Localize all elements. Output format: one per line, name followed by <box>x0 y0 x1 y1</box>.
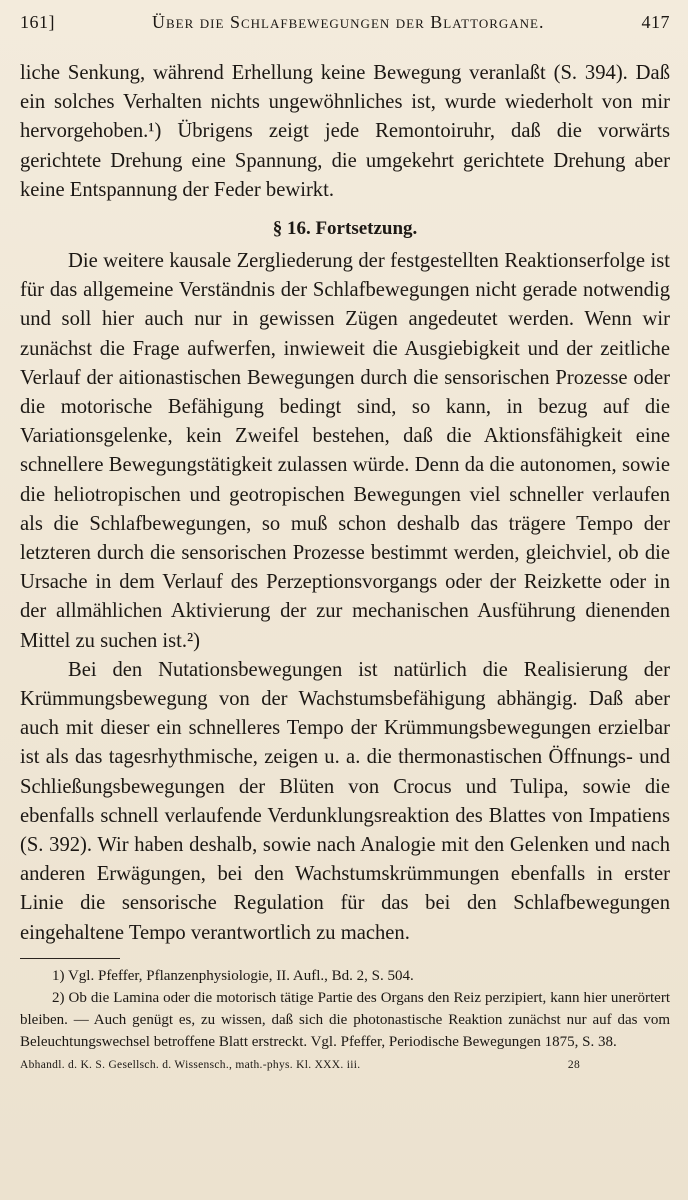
printer-signature-line <box>20 1059 670 1071</box>
paragraph-1: liche Senkung, während Erhellung keine Bewegung veranlaßt (S. 394). Daß ein solches Verhalten nichts ungewöhnliches ist, wurde wiederholt von mir hervorgehoben.¹) Übrigens zeigt jede Remontoiruhr, daß die vorwärts gerichtete Drehung eine Spannung, die umgekehrt gerichtete Drehung aber keine Entspannung der Feder bewirkt. <box>20 62 670 201</box>
section-heading: § 16. Fortsetzung. <box>272 218 418 240</box>
header-section-marker: 161] <box>20 12 55 32</box>
signature-text: Abhandl. d. K. S. Gesellsch. d. Wissensch., math.-phys. Kl. XXX. iii. <box>20 1058 361 1071</box>
running-header <box>20 12 670 46</box>
body-text <box>20 59 670 948</box>
signature-number: 28 <box>567 1058 580 1071</box>
footnote-2: 2) Ob die Lamina oder die motorisch tätige Partie des Organs den Reiz perzipiert, kann hier unerörtert bleiben. — Auch genügt es, zu wissen, daß sich die photonastische Reaktion zunächst nur auf das vom Beleuchtungswechsel betroffene Blatt erstreckt. Vgl. Pfeffer, Periodische Bewegungen 1875, S. 38. <box>20 989 670 1050</box>
header-title: Über die Schlafbewegungen der Blattorgane. <box>152 12 545 32</box>
page-number: 417 <box>641 12 670 32</box>
paragraph-2: Die weitere kausale Zergliederung der festgestellten Reaktionserfolge ist für das allgemeine Verständnis der Schlafbewegungen nicht gerade notwendig und soll hier auch nur in gewissen Zügen angedeutet werden. Wenn wir zunächst die Frage aufwerfen, inwieweit die Ausgiebigkeit und der zeitliche Verlauf der aitionastischen Bewegungen durch die sensorischen Prozesse oder die motorische Befähigung bedingt sind, so kann, in bezug auf die Variationsgelenke, kein Zweifel bestehen, daß die Aktionsfähigkeit eine schnellere Bewegungstätigkeit zulassen würde. Denn da die autonomen, sowie die heliotropischen und geotropischen Bewegungen viel schneller verlaufen als die Schlafbewegungen, so muß schon deshalb das trägere Tempo der letzteren durch die sensorischen Prozesse bestimmt werden, gleichviel, ob die Ursache in dem Verlauf des Perzeptionsvorgangs oder der Reizkette oder in der allmählichen Aktivierung der zur mechanischen Ausführung dienenden Mittel zu suchen ist.²) <box>20 250 670 652</box>
paragraph-3: Bei den Nutationsbewegungen ist natürlich die Realisierung der Krümmungsbewegung von der Wachstumsbefähigung abhängig. Daß aber auch mit dieser ein schnelleres Tempo der Krümmungsbewegungen erzielbar ist als das tagesrhythmische, zeigen u. a. die thermonastischen Öffnungs- und Schließungsbewegungen der Blüten von Crocus und Tulipa, sowie die ebenfalls schnell verlaufende Verdunklungsreaktion des Blattes von Impatiens (S. 392). Wir haben deshalb, sowie nach Analogie mit den Gelenken und nach anderen Erwägungen, bei den Wachstumskrümmungen ebenfalls in erster Linie die sensorische Regulation für das bei den Schlafbewegungen eingehaltene Tempo verantwortlich zu machen. <box>20 658 670 944</box>
document-page <box>20 12 670 1071</box>
footnote-divider <box>20 958 120 959</box>
footnotes <box>20 965 670 1053</box>
footnote-1: 1) Vgl. Pfeffer, Pflanzenphysiologie, II. Aufl., Bd. 2, S. 504. <box>52 967 414 984</box>
